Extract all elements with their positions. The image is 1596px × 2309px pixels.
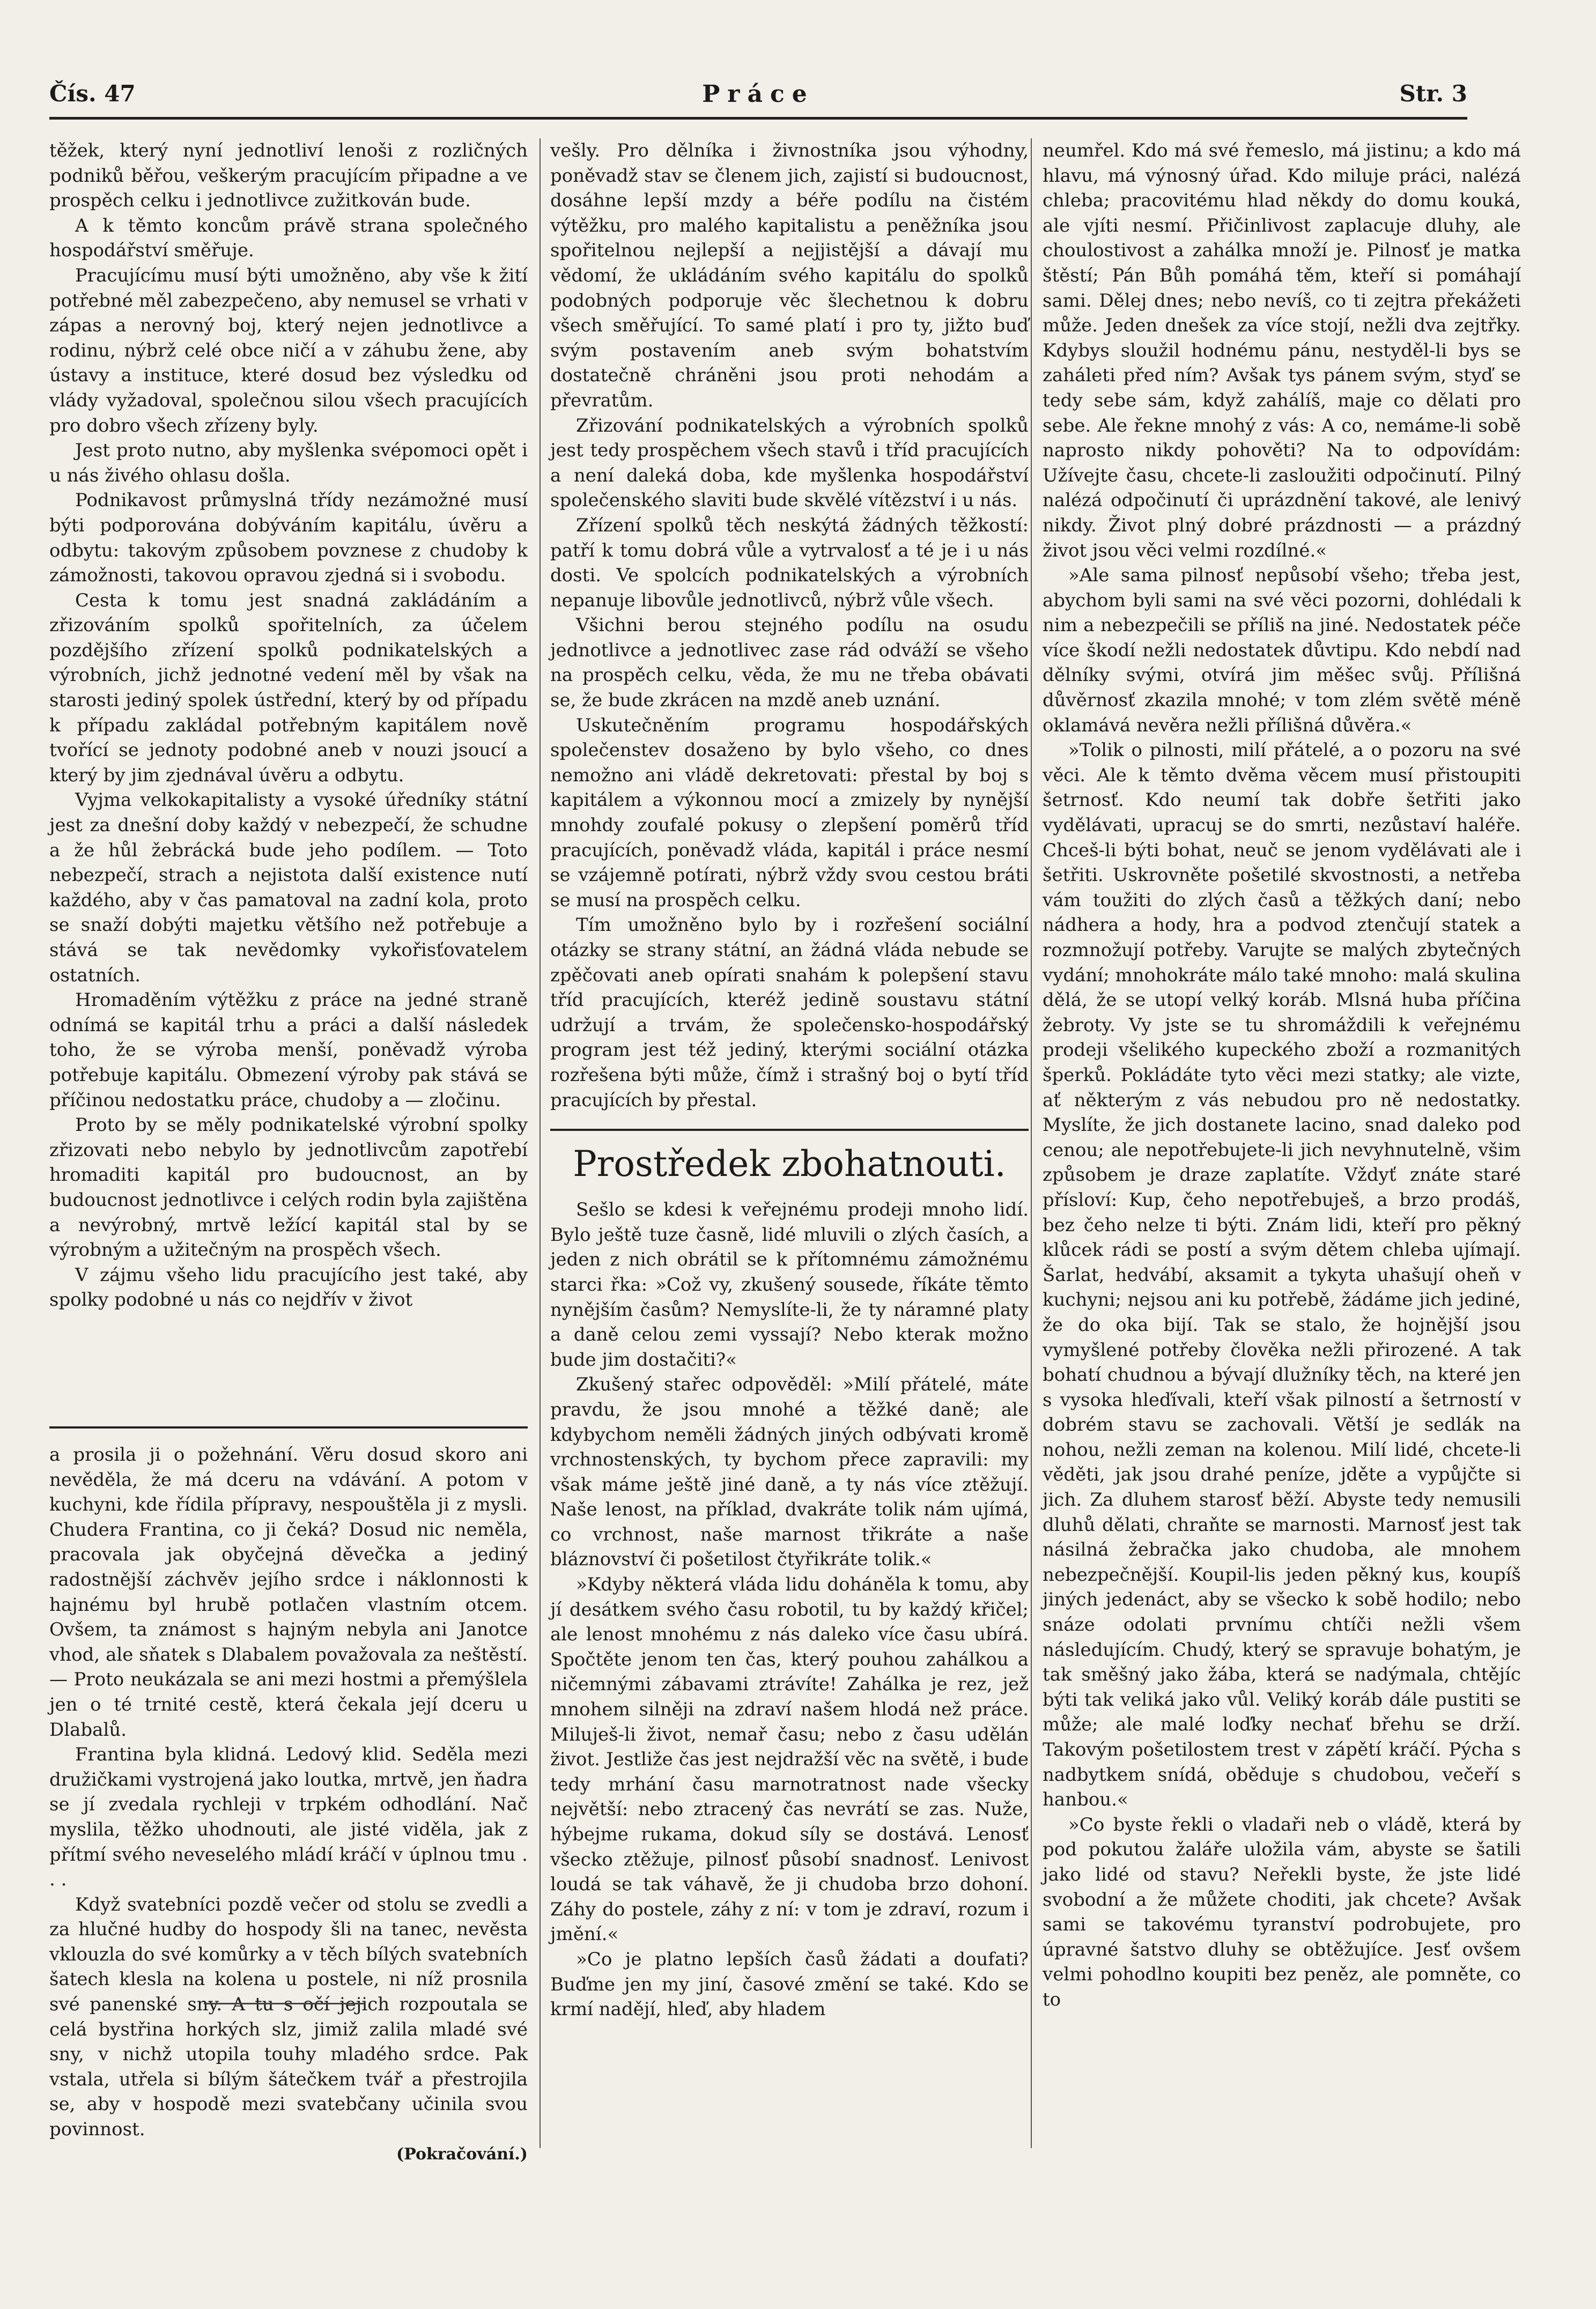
paragraph: »Tolik o pilnosti, milí přátelé, a o pozoru na své věci. Ale k těmto dvěma věcem musí přistoupiti šetrnosť. Kdo neumí tak dobře šetřiti jako vydělávati, upracuj se do smrti, nezůstaví haléře. Chceš-li býti bohat, neuč se jenom vydělávati ale i šetřiti. Uskrovněte pošetilé skvostnosti, a netřeba vám toužiti do zlých časů a těžkých daní; nebo nádhera a hody, hra a podvod ztenčují statek a rozmnožují potřeby. Varujte se malých zbytečných vydání; mnohokráte málo také mnoho: malá skulina dělá, že se utopí velký koráb. Mlsná huba příčina žebroty. Vy jste se tu shromáždili k veřejnému prodeji všelikého kupeckého zboží a rozmanitých šperků. Pokládáte tyto věci mezi statky; ale vizte, ať některým z vás nebudou pro ně nedostatky. Myslíte, že jich dostanete lacino, snad daleko pod cenou; ale nepotřebujete-li jich nevyhnutelně, všim způsobem je draze zaplatíte. Vždyť znáte staré přísloví: Kup, čeho nepotřebuješ, a brzo prodáš, bez čeho nelze ti býti. Znám lidi, kteří pro pěkný klůcek rádi se postí a svým dětem chleba ujímají. Šarlat, hedvábí, aksamit a tykyta uhašují oheň v kuchyni; nejsou ani ku potřebě, žádáme jich jediné, že do oka bijí. Tak se stalo, že hojnější jsou vymyšlené potřeby člověka nežli přirozené. A tak bohatí chudnou a bývají dlužníky těch, na které jen s vysoka hleďívali, kteří však pilností a šetrností v dobrém stavu se zachovali. Větší je sedlák na nohou, nežli zeman na kolenou. Milí lidé, chcete-li věděti, jak jsou drahé peníze, jděte a vypůjčte si jich. Za dluhem starosť běží. Abyste tedy nemusili dluhů dělati, chraňte se marnosti. Marnosť jest tak násilná žebračka jako chudoba, ale mnohem nebezpečnější. Koupil-lis jeden pěkný kus, koupíš jiných jedenáct, aby se všecko k sobě hodilo; nebo snáze odolati prvnímu chtíči nežli všem následujícím. Chudý, který se spravuje bohatým, je tak směšný jako žába, která se nadýmala, chtějíc býti tak veliká jako vůl. Veliký koráb dále pustiti se může; ale malé loďky nechať břehu se drží. Takovým pošetilostem trest v zápětí kráčí. Pýcha s nadbytkem snídá, oběduje s chudobou, večeří s hanbou.«	[1043, 739, 1521, 1811]
paragraph: A k těmto koncům právě strana společného hospodářství směřuje.	[49, 214, 528, 262]
paragraph: »Co je platno lepších časů žádati a doufati? Buďme jen my jiní, časové změní se také. Kdo se krmí nadějí, hleď, aby hladem	[550, 1948, 1029, 2021]
paragraph: a prosila ji o požehnání. Věru dosud skoro ani nevěděla, že má dceru na vdávání. A potom v kuchyni, kde řídila přípravy, nespouštěla ji z mysli. Chudera Frantina, co ji čeká? Dosud nic neměla, pracovala jak obyčejná děvečka a jediný radostnější záchvěv jejího srdce i náklonnosti k hajnému byl hrubě potlačen vlastním otcem. Ovšem, ta známost s hajným nebyla ani Janotce vhod, ale sňatek s Dlabalem považovala za neštěstí. — Proto neukázala se ani mezi hostmi a přemýšlela jen o té trnité cestě, která čekala její dceru u Dlabalů.	[49, 1444, 528, 1741]
paper-title: Práce	[702, 80, 815, 108]
paragraph: Hromaděním výtěžku z práce na jedné straně odnímá se kapitál trhu a práci a další následek toho, že se výroba menší, poněvadž výroba potřebuje kapitálu. Obmezení výroby pak stává se příčinou nedostatku práce, chudoby a — zločinu.	[49, 989, 528, 1111]
column-2	[550, 138, 1029, 2022]
section-break-rule	[49, 1426, 528, 1429]
paragraph: těžek, který nyní jednotliví lenoši z rozličných podniků běřou, veškerým pracujícím připadne a ve prospěch celku i jednotlivce zužitkován bude.	[49, 140, 528, 212]
paragraph: Všichni berou stejného podílu na osudu jednotlivce a jednotlivec zase rád odváží se všeho na prospěch celku, věda, že mu ne třeba obávati se, že bude zkrácen na mzdě aneb uznání.	[550, 615, 1029, 712]
paragraph: Frantina byla klidná. Ledový klid. Seděla mezi družičkami vystrojená jako loutka, mrtvě, jen ňadra se jí zvedala rychleji v trpkém odhodlání. Nač myslila, těžko uhodnouti, ale jisté viděla, jak z přítmí svého neveselého mládí kráčí v úplnou tmu . . .	[49, 1744, 528, 1891]
paragraph: Když svatebníci pozdě večer od stolu se zvedli a za hlučné hudby do hospody šli na tanec, nevěsta vklouzla do své komůrky a v těch bílých svatebních šatech klesla na kolena u postele, ni níž prosnila své panenské sny. A tu s očí jejich rozpoutala se celá bystřina horkých slz, jimiž zalila mladé své sny, v nichž utopila touhy mladého srdce. Pak vstala, utřela si bílým šátečkem tvář a přestrojila se, aby v hospodě mezi svatebčany učinila svou povinnost.	[49, 1893, 528, 2141]
paragraph: Jest proto nutno, aby myšlenka svépomoci opět i u nás živého ohlasu došla.	[49, 440, 528, 486]
continued-note: (Pokračování.)	[396, 2144, 528, 2164]
column-1	[49, 138, 528, 1313]
page-header	[49, 80, 1467, 118]
paragraph: vešly. Pro dělníka i živnostníka jsou výhodny, poněvadž stav se členem jich, zajistí si budoucnost, dosáhne lepší mzdy a béře podílu na čistém výtěžku, pro malého kapitalistu a peněžníka jsou spořitelnou nejlepší a nejjistější a dávají mu vědomí, že ukládáním svého kapitálu do spolků podobných podporuje věc šlechetnou k dobru všech směřující. To samé platí i pro ty, jižto buď svým postavením aneb svým bohatstvím dostatečně chráněni jsou proti nehodám a převratům.	[550, 140, 1029, 411]
paragraph: »Co byste řekli o vladaři neb o vládě, která by pod pokutou žaláře uložila vám, abyste se šatili jako lidé od stavu? Neřekli byste, že jste lidé svobodní a že můžete choditi, jak chcete? Avšak sami se takovému tyranství podrobujete, pro úpravné šatstvo dluhy se obtěžujíce. Jesť ovšem velmi pohodlno koupiti bez peněz, ale pomněte, co to	[1043, 1814, 1521, 2010]
paragraph: Zřizování podnikatelských a výrobních spolků jest tedy prospěchem všech stavů i tříd pracujících a není daleká doba, kde myšlenka hospodářství společenského slaviti bude skvělé vítězství i u nás.	[550, 415, 1029, 512]
header-rule	[49, 117, 1467, 120]
page-number: Str. 3	[1399, 80, 1467, 107]
paragraph: Tím umožněno bylo by i rozřešení sociální otázky se strany státní, an žádná vláda nebude se zpěčovati aneb opírati snahám k polepšení stavu tříd pracujících, kteréž jedině soustavu státní udržují a trvám, že společensko-hospodářský program jest též jediný, kterými sociální otázka rozřešena býti může, čímž i strašný boj o bytí tříd pracujících by přestal.	[550, 914, 1029, 1111]
paragraph: V zájmu všeho lidu pracujícího jest také, aby spolky podobné u nás co nejdřív v život	[49, 1264, 528, 1311]
paragraph: Podnikavost průmyslná třídy nezámožné musí býti podporována dobýváním kapitálu, úvěru a odbytu: takovým způsobem povznese z chudoby k zámožnosti, takovou opravou zjedná si i svobodu.	[49, 490, 528, 587]
paragraph: Sešlo se kdesi k veřejnému prodeji mnoho lidí. Bylo ještě tuze časně, lidé mluvili o zlých časích, a jeden z nich obrátil se k přítomnému zámožnému starci řka: »Což vy, zkušený sousede, říkáte těmto nynějším časům? Nemyslíte-li, že ty náramné platy a daně celou zemi vyssají? Nebo kterak možno bude jim dostačiti?«	[550, 1199, 1029, 1371]
paragraph: »Ale sama pilnosť nepůsobí všeho; třeba jest, abychom byli sami na své věci pozorni, dohlédali k nim a nebezpečili se příliš na jiné. Nedostatek péče více škodí nežli nedostatek důvtipu. Kdo nebdí nad dělníky svými, otvírá jim měšec svůj. Přílišná důvěrnosť zkazila mnohé; v tom zlém světě méně oklamává nevěra nežli přílišná důvěra.«	[1043, 565, 1521, 736]
paragraph: Cesta k tomu jest snadná zakládáním a zřizováním spolků spořitelních, za účelem pozdějšího zřízení spolků podnikatelských a výrobních, jichž jednotné vedení měl by však na starosti jediný spolek ústřední, který by od případu k případu zakládal potřebným kapitálem nově tvořící se jednoty podobné aneb v nouzi jsoucí a který by jim zjednával úvěru a odbytu.	[49, 589, 528, 786]
end-rule	[204, 2003, 365, 2004]
paragraph: »Kdyby některá vláda lidu doháněla k tomu, aby jí desátkem svého času robotil, tu by každý křičel; ale lenost mnohému z nás daleko více času ubírá. Spočtěte jenom ten čas, který pouhou zahálkou a ničemnými zábavami ztrávíte! Zahálka je rez, jež mnohem silněji na zdraví našem hlodá než práce. Miluješ-li život, nemař času; nebo z času udělán život. Jestliže čas jest nejdražší věc na světě, i bude tedy mrhání času marnotratnost nade všecky největší: nebo ztracený čas nevrátí se zas. Nuže, hýbejme rukama, dokud síly se dostává. Lenosť všecko ztěžuje, pilnosť působí snadnosť. Lenivost loudá se tak váhavě, že ji chudoba brzo dohoní. Záhy do postele, záhy z ní: v tom je zdraví, rozum i jmění.«	[550, 1574, 1029, 1945]
paragraph: Pracujícímu musí býti umožněno, aby vše k žití potřebné měl zabezpečeno, aby nemusel se vrhati v zápas a nerovný boj, který nejen jednotlivce a rodinu, nýbrž celé obce ničí a v záhubu žene, aby ústavy a instituce, které dosud bez výsledku od vlády vyžadoval, společnou silou všech pracujících pro dobro všech zřízeny byly.	[49, 264, 528, 436]
paragraph: neumřel. Kdo má své řemeslo, má jistinu; a kdo má hlavu, má výnosný úřad. Kdo miluje práci, nalézá chleba; pracovitému hlad někdy do domu kouká, ale vjíti nesmí. Přičinlivost zaplacuje dluhy, ale choulostivost a zahálka množí je. Pilnosť je matka štěstí; Pán Bůh pomáhá těm, kteří si pomáhají sami. Dělej dnes; nebo nevíš, co ti zejtra překážeti může. Jeden dnešek za více stojí, nežli dva zejtřky. Kdybys sloužil hodnému pánu, nestyděl-li bys se zaháleti před ním? Avšak tys pánem svým, styď se tedy sebe sám, když zahálíš, maje co dělati pro sebe. Ale řekne mnohý z vás: A co, nemáme-li sobě naprosto nikdy pohověti? Na to odpovídám: Užívejte času, chcete-li zasloužiti odpočinutí. Pilný nalézá odpočinutí či uprázdnění takové, ale lenivý nikdy. Život plný dobré prázdnosti — a prázdný život jsou věci velmi rozdílné.«	[1043, 140, 1521, 561]
column-1-serial	[49, 1442, 528, 2167]
paragraph: Zřízení spolků těch neskýtá žádných těžkostí: patří k tomu dobrá vůle a vytrvalosť a té je i u nás dosti. Ve spolcích podnikatelských a výrobních nepanuje libovůle jednotlivců, nýbrž vůle všech.	[550, 514, 1029, 611]
article-headline: Prostředek zbohatnouti.	[550, 1129, 1029, 1187]
paragraph: Zkušený stařec odpověděl: »Milí přátelé, máte pravdu, že jsou mnohé a těžké daně; ale kdybychom neměli žádných jiných odbývati kromě vrchnostenských, ty bychom přece zapravili: my však máme ještě jiné daně, a ty nás více ztěžují. Naše lenost, na příklad, dvakráte tolik nám ujímá, co vrchnost, naše marnost třikráte a naše bláznovství či pošetilost čtyřikráte tolik.«	[550, 1374, 1029, 1571]
paragraph: Proto by se měly podnikatelské výrobní spolky zřizovati nebo nebylo by jednotlivcům zapotřebí hromaditi kapitál pro budoucnost, an by budoucnost jednotlivce i celých rodin byla zajištěna a nevýrobný, mrtvě ležící kapitál stal by se výrobným a užitečným na prospěch všech.	[49, 1114, 528, 1261]
issue-number: Čís. 47	[49, 80, 136, 107]
column-divider-2	[1031, 138, 1032, 2148]
paragraph: Vyjma velkokapitalisty a vysoké úředníky státní jest za dnešní doby každý v nebezpečí, že schudne a že hůl žebrácká bude jeho podílem. — Toto nebezpečí, strach a nejistota další existence nutí každého, aby v čas pamatoval na zadní kola, proto se snaží dobýti majetku většího než potřebuje a stává se tak nevědomky vykořisťovatelem ostatních.	[49, 789, 528, 986]
column-3	[1043, 138, 1521, 2012]
paragraph: Uskutečněním programu hospodářských společenstev dosaženo by bylo všeho, co dnes nemožno ani vládě dekretovati: přestal by boj s kapitálem a výkonnou mocí a zmizely by nynější mnohdy zoufalé pokusy o zlepšení poměrů tříd pracujících, poněvadž vláda, kapitál i práce nesmí se vzájemně potírati, nýbrž vždy svou cestou bráti se musí na prospěch celku.	[550, 714, 1029, 911]
column-divider-1	[540, 138, 541, 2148]
